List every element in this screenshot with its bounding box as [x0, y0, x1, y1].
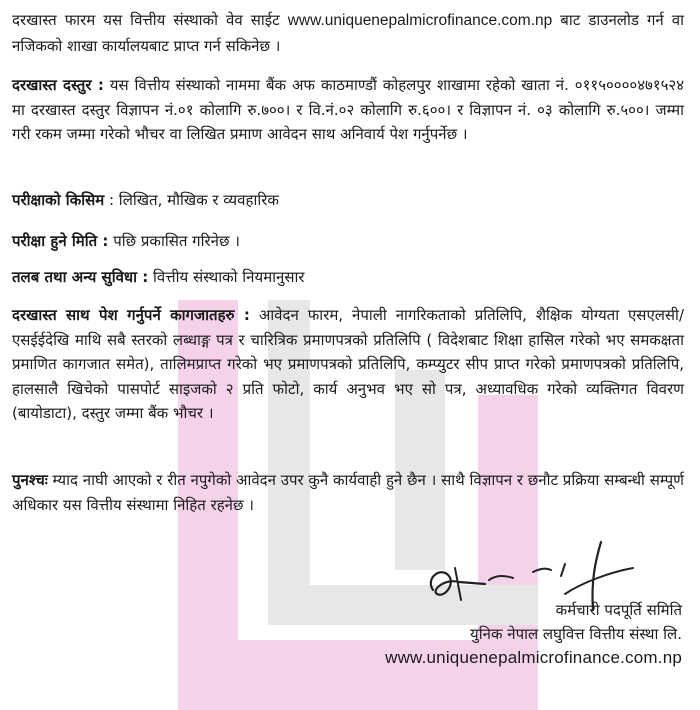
exam-date-heading: परीक्षा हुने मिति : [12, 232, 109, 250]
postscript-paragraph [12, 468, 684, 517]
exam-type-paragraph [12, 188, 684, 213]
committee-name: कर्मचारी पदपूर्ति समिति [555, 601, 682, 619]
intro-text-after-url: बाट डाउनलोड गर्न वा नजिकको शाखा कार्यालयबाट प्राप्त गर्न सकिनेछ । [12, 11, 684, 55]
exam-date-paragraph [12, 229, 684, 254]
salary-text: वित्तीय संस्थाको नियमानुसार [148, 268, 305, 286]
postscript-heading: पुनश्चः [12, 471, 48, 489]
salary-heading: तलब तथा अन्य सुविधा : [12, 268, 149, 286]
signature-block [385, 598, 682, 670]
documents-heading: दरखास्त साथ पेश गर्नुपर्ने कागजातहरु : [12, 306, 250, 324]
exam-type-heading: परीक्षाको किसिम [12, 191, 105, 209]
intro-paragraph [12, 8, 684, 58]
postscript-text: म्याद नाघी आएको र रीत नपुगेको आवेदन उपर कुनै कार्यवाही हुने छैन । साथै विज्ञापन र छनौट प्रक्रिया सम्बन्धी सम्पूर्ण अधिकार यस वित्तीय संस्थामा निहित रहनेछ । [12, 471, 684, 514]
documents-paragraph [12, 303, 684, 426]
fee-text: यस वित्तीय संस्थाको नाममा बैंक अफ काठमाण्डौं कोहलपुर शाखामा रहेको खाता नं. ०११५००००४७१५२४ मा दरखास्त दस्तुर विज्ञापन नं.०१ कोलागि रु.७००। र वि.नं.०२ कोलागि रु.६००। र विज्ञापन नं. ०३ कोलागि रु.५००। जम्मा गरी रकम जम्मा गरेको भौचर वा लिखित प्रमाण आवेदन साथ अनिवार्य पेश गर्नुपर्नेछ । [12, 76, 684, 143]
intro-text-before-url: दरखास्त फारम यस वित्तीय संस्थाको वेव साईट [12, 11, 288, 29]
exam-type-text: : लिखित, मौखिक र व्यवहारिक [104, 191, 279, 209]
organization-name: युनिक नेपाल लघुवित्त वित्तीय संस्था लि. [470, 625, 682, 643]
footer-website-link[interactable]: www.uniquenepalmicrofinance.com.np [385, 648, 682, 667]
fee-heading: दरखास्त दस्तुर : [12, 76, 104, 94]
fee-paragraph [12, 73, 684, 147]
intro-website-link[interactable]: www.uniquenepalmicrofinance.com.np [287, 12, 553, 29]
salary-paragraph [12, 265, 684, 290]
documents-text: आवेदन फारम, नेपाली नागरिकताको प्रतिलिपि, शैक्षिक योग्यता एसएलसी/एसईईदेखि माथि सबै स्तरको लब्धाङ्ग पत्र र चारित्रिक प्रमाणपत्रको प्रतिलिपि ( विदेशबाट शिक्षा हासिल गरेको भए समकक्षता प्रमाणित कागजात समेत), तालिमप्राप्त गरेको भए प्रमाणपत्रको प्रतिलिपि, कम्प्युटर सीप प्राप्त गरेको प्रमाणपत्रको प्रतिलिपि, हालसालै खिचेको पासपोर्ट साइजको २ प्रति फोटो, कार्य अनुभव भए सो पत्र, अध्यावधिक गरेको व्यक्तिगत विवरण (बायोडाटा), दस्तुर जम्मा बैंक भौचर । [12, 306, 684, 422]
exam-date-text: पछि प्रकासित गरिनेछ । [108, 232, 240, 250]
